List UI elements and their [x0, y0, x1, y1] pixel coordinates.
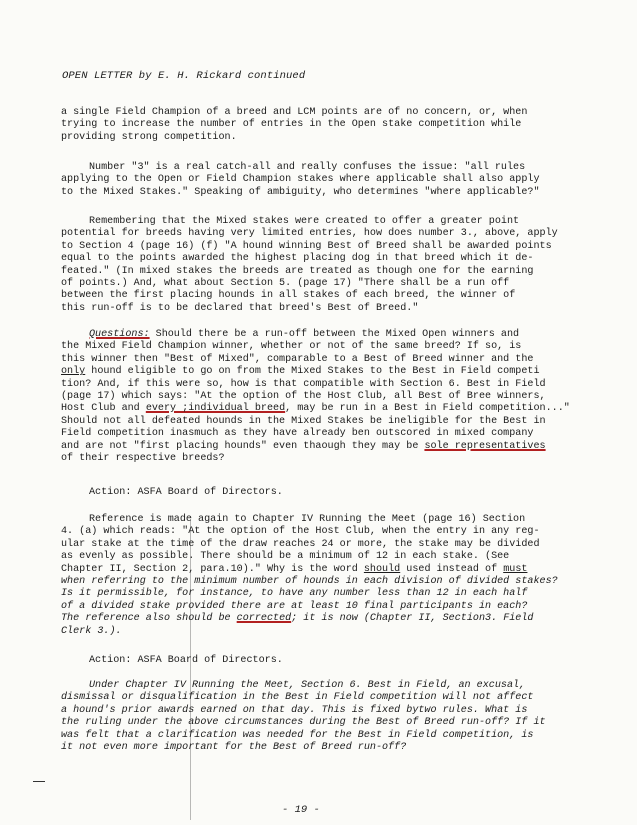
text-line: dismissal or disqualification in the Best in Field competition will not affect [61, 692, 534, 704]
text-line: a hound's prior awards earned on that day. This is fixed bytwo rules. What is [61, 704, 528, 716]
questions-label: Questions: [89, 329, 150, 340]
text-line: when referring to the minimum number of hounds in each division of divided stakes? [61, 576, 558, 588]
text-line: this run-off is to be declared that breed's Best of Breed." [61, 302, 419, 314]
text-line: to Section 4 (page 16) (f) "A hound winning Best of Breed shall be awarded points [61, 240, 552, 252]
text-line: a single Field Champion of a breed and LCM points are of no concern, or, when [61, 107, 528, 118]
action-text: Action: ASFA Board of Directors. [89, 487, 283, 498]
text-span: and are not "first placing hounds" even thaough they may be [61, 440, 425, 452]
paragraph-1 [61, 107, 589, 144]
text-line [61, 564, 589, 576]
paragraph-4-questions [61, 329, 589, 465]
text-line: ular stake at the time of the draw reaches 24 or more, the stake may be divided [61, 538, 540, 550]
paragraph-5 [61, 514, 589, 638]
text-line: Clerk 3.). [61, 625, 122, 637]
page-heading: OPEN LETTER by E. H. Rickard continued [62, 70, 306, 82]
text-span: ; it is now (Chapter II, Section3. Field [291, 613, 534, 625]
text-line: of a divided stake provided there are at least 10 final participants in each? [61, 600, 528, 612]
text-line: between the first placing hounds in all stakes of each breed, the winner of [61, 290, 516, 302]
underlined-should: should [363, 563, 401, 575]
text-line: the ruling under the above circumstances during the Best of Breed run-off? If it [61, 717, 546, 729]
text-line: Reference is made again to Chapter IV Running the Meet (page 16) Section [89, 514, 526, 525]
page-number: - 19 - [282, 804, 320, 816]
text-line: Should not all defeated hounds in the Mixed Stakes be ineligible for the Best in [61, 415, 546, 427]
paragraph-6 [61, 680, 589, 754]
text-line [61, 329, 589, 341]
underlined-every-breed: every ;individual breed [145, 403, 286, 415]
text-line: equal to the points awarded the highest placing dog in that breed which it de- [61, 253, 534, 265]
fold-crease-line [190, 520, 191, 820]
underlined-only: only [61, 366, 86, 378]
text-line: of points.) And, what about Section 5. (page 17) "There shall be a run off [61, 278, 510, 290]
text-span: Host Club and [61, 403, 146, 415]
underlined-corrected: corrected [236, 613, 292, 625]
text-span: , may be run in a Best in Field competition..." [285, 403, 570, 415]
text-line: applying to the Open or Field Champion stakes where applicable shall also apply [61, 174, 540, 186]
text-line [61, 613, 589, 625]
text-line: feated." (In mixed stakes the breeds are treated as though one for the earning [61, 265, 534, 277]
paragraph-2 [61, 162, 589, 199]
text-line: as evenly as possible. There should be a minimum of 12 in each stake. (See [61, 551, 510, 563]
text-line: Number "3" is a real catch-all and really confuses the issue: "all rules [89, 162, 526, 173]
text-line: this winner then "Best of Mixed", comparable to a Best of Breed winner and the [61, 353, 534, 365]
paragraph-3 [61, 216, 589, 315]
text-line [61, 403, 589, 415]
text-line: Under Chapter IV Running the Meet, Section 6. Best in Field, an excusal, [89, 680, 526, 691]
text-line: Remembering that the Mixed stakes were created to offer a greater point [89, 216, 520, 227]
text-line: trying to increase the number of entries in the Open stake competition while [61, 119, 522, 131]
action-line-1 [89, 487, 283, 498]
text-span: hound eligible to go on from the Mixed Stakes to the Best in Field competi [85, 366, 540, 378]
text-line: Is it permissible, for instance, to have any number less than 12 in each half [61, 588, 528, 600]
text-line: it not even more important for the Best of Breed run-off? [61, 742, 407, 754]
action-text: Action: ASFA Board of Directors. [89, 655, 283, 666]
text-line: the Mixed Field Champion winner, whether or not of the same breed? If so, is [61, 341, 522, 353]
text-span: Chapter II, Section 2, para.10)." Why is the word [61, 563, 364, 575]
text-line: (page 17) which says: "At the option of the Host Club, all Best of Bree winners, [61, 391, 546, 403]
underlined-must: must [503, 563, 528, 575]
text-line [61, 441, 589, 453]
underlined-sole-representatives: sole representatives [424, 440, 546, 452]
margin-dash-mark [33, 781, 45, 782]
text-line: to the Mixed Stakes." Speaking of ambiguity, who determines "where applicable?" [61, 186, 540, 198]
text-span: Should there be a run-off between the Mixed Open winners and [149, 329, 520, 340]
text-line: tion? And, if this were so, how is that compatible with Section 6. Best in Field [61, 378, 546, 390]
text-line: potential for breeds having very limited entries, how does number 3., above, apply [61, 228, 558, 240]
text-line [61, 366, 589, 378]
text-line: was felt that a clarification was needed for the Best in Field competition, is [61, 729, 534, 741]
text-line: 4. (a) which reads: "At the option of the Host Club, when the entry in any reg- [61, 526, 540, 538]
text-line: of their respective breeds? [61, 453, 225, 465]
text-line: providing strong competition. [61, 131, 237, 143]
action-line-2 [89, 655, 283, 666]
text-span: The reference also should be [61, 613, 237, 625]
text-span: used instead of [400, 563, 504, 575]
text-line: Field competition inasmuch as they have already ben outscored in mixed company [61, 428, 534, 440]
